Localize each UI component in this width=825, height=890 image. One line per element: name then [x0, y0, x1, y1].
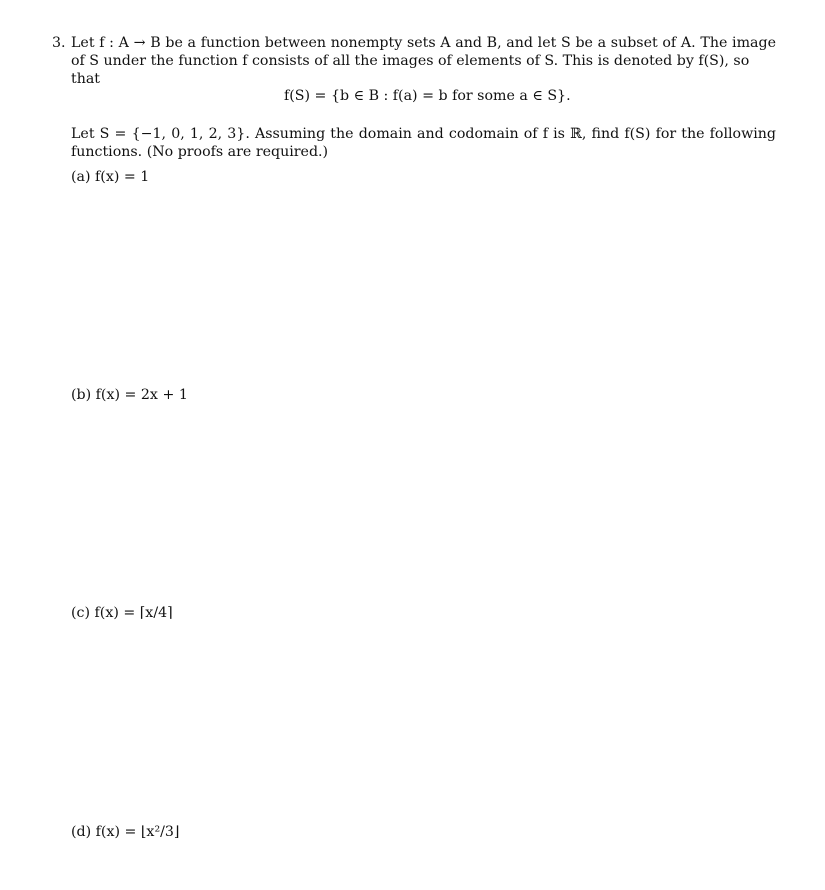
image-definition-equation: f(S) = {b ∈ B : f(a) = b for some a ∈ S}. [284, 88, 571, 104]
part-b [71, 386, 188, 404]
problem-task-line-2: functions. (No proofs are required.) [71, 144, 329, 160]
answer-space-b [71, 408, 775, 598]
part-label: (c) [71, 605, 91, 621]
part-d [71, 823, 179, 841]
part-function: f(x) = 2x + 1 [95, 387, 188, 403]
part-function: f(x) = ⌊x²/3⌋ [95, 824, 180, 840]
problem-intro-line-2: of S under the function f consists of all the images of elements of S. This is denoted by f(S), so that [71, 53, 750, 87]
answer-space-a [71, 190, 775, 380]
part-label: (a) [71, 169, 91, 185]
part-a [71, 168, 149, 186]
answer-space-c [71, 626, 775, 816]
part-function: f(x) = ⌈x/4⌉ [94, 605, 173, 621]
part-function: f(x) = 1 [95, 169, 150, 185]
part-label: (b) [71, 387, 92, 403]
problem-intro-line-1: Let f : A → B be a function between nonempty sets A and B, and let S be a subset of A. The image [71, 35, 776, 51]
part-label: (d) [71, 824, 92, 840]
problem-task-line-1: Let S = {−1, 0, 1, 2, 3}. Assuming the domain and codomain of f is ℝ, find f(S) for the following [71, 126, 776, 142]
part-c [71, 604, 173, 622]
problem-number: 3. [52, 35, 66, 51]
